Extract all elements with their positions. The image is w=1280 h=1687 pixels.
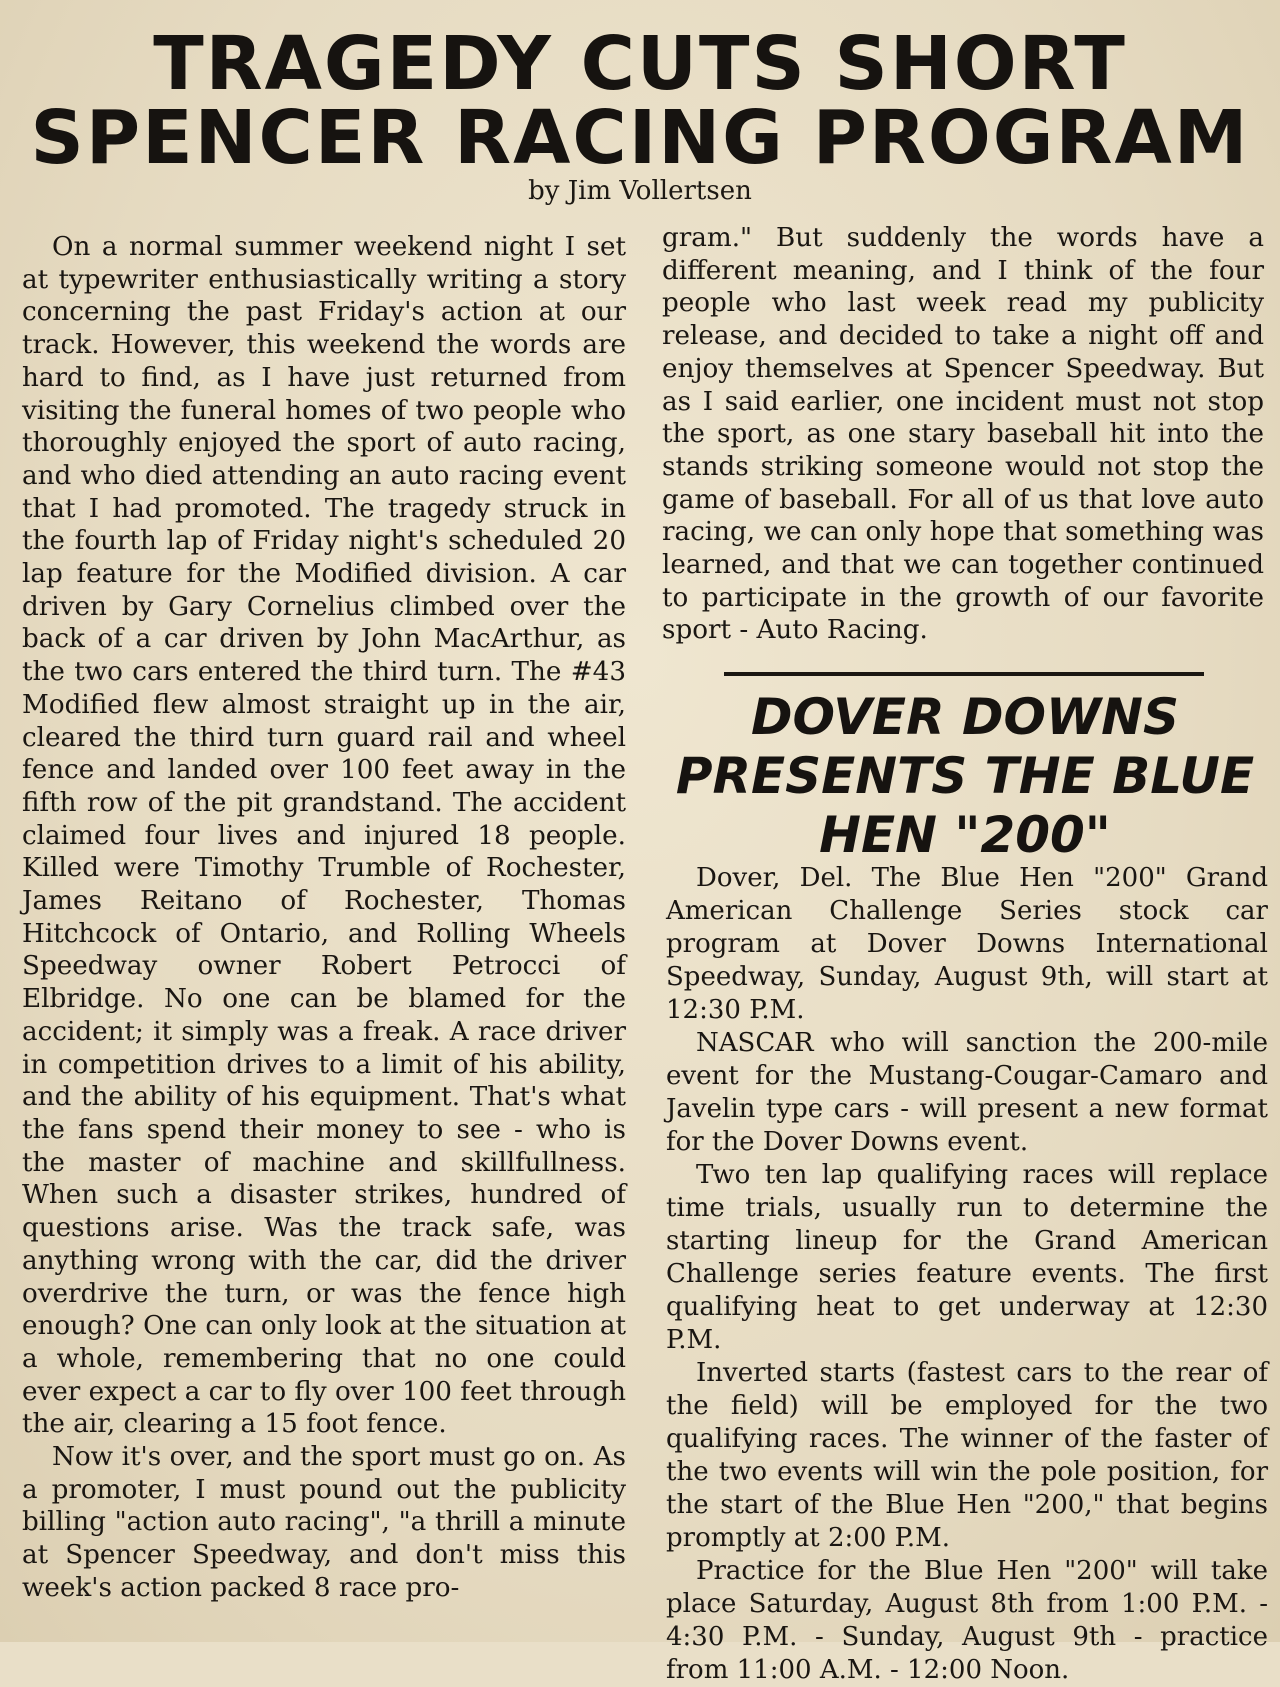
second-article-headline-line-1: DOVER DOWNS	[750, 688, 1179, 746]
article-headline-line-1: TRAGEDY CUTS SHORT	[153, 21, 1127, 107]
article-paragraph: On a normal summer weekend night I set at typewriter enthusiastically writing a story concerning the past Friday's action at our track. However, this weekend the words are hard to find, as I have just returned from visiting the funeral homes of two people who thoroughly enjoyed the sport of auto racing, and who died attending an auto racing event that I had promoted. The tragedy struck in the fourth lap of Friday night's scheduled 20 lap feature for the Modified division. A car driven by Gary Cornelius climbed over the back of a car driven by John MacArthur, as the two cars entered the third turn. The #43 Modified flew almost straight up in the air, cleared the third turn guard rail and wheel fence and landed over 100 feet away in the fifth row of the pit grandstand. The accident claimed four lives and injured 18 people. Killed were Timothy Trumble of Rochester, James Reitano of Rochester, Thomas Hitchcock of Ontario, and Rolling Wheels Speedway owner Robert Petrocci of Elbridge. No one can be blamed for the accident; it simply was a freak. A race driver in competition drives to a limit of his ability, and the ability of his equipment. That's what the fans spend their money to see - who is the master of machine and skillfullness. When such a disaster strikes, hundred of questions arise. Was the track safe, was anything wrong with the car, did the driver overdrive the turn, or was the fence high enough? One can only look at the situation at a whole, remembering that no one could ever expect a car to fly over 100 feet through the air, clearing a 15 foot fence.	[22, 232, 626, 1440]
second-article-paragraph: Two ten lap qualifying races will replace time trials, usually run to determine the starting lineup for the Grand American Challenge series feature events. The first qualifying heat to get underway at 12:30 P.M.	[666, 1160, 1268, 1355]
article-body-right-column	[662, 222, 1264, 647]
article-body-left-column	[22, 231, 626, 1605]
article-byline: by Jim Vollertsen	[528, 176, 752, 206]
section-divider	[724, 672, 1204, 676]
second-article-body	[666, 862, 1268, 1687]
second-article-paragraph: NASCAR who will sanction the 200-mile event for the Mustang-Cougar-Camaro and Javelin type cars - will present a new format for the Dover Downs event.	[666, 1028, 1268, 1157]
second-article-headline-line-2: PRESENTS THE BLUE	[675, 747, 1255, 805]
article-headline-line-2: SPENCER RACING PROGRAM	[30, 95, 1250, 181]
second-article-paragraph: Dover, Del. The Blue Hen "200" Grand American Challenge Series stock car program at Dover Downs International Speedway, Sunday, August 9th, will start at 12:30 P.M.	[666, 863, 1268, 1025]
article-paragraph: Now it's over, and the sport must go on. As a promoter, I must pound out the publicity billing "action auto racing", "a thrill a minute at Spencer Speedway, and don't miss this week's action packed 8 race pro-	[22, 1442, 626, 1603]
second-article-paragraph: Practice for the Blue Hen "200" will take place Saturday, August 8th from 1:00 P.M. - 4:30 P.M. - Sunday, August 9th - practice from 11:00 A.M. - 12:00 Noon.	[666, 1556, 1268, 1685]
second-article-headline-line-3: HEN "200"	[819, 806, 1111, 864]
article-paragraph-continuation: gram." But suddenly the words have a different meaning, and I think of the four people who last week read my publicity release, and decided to take a night off and enjoy themselves at Spencer Speedway. But as I said earlier, one incident must not stop the sport, as one stary baseball hit into the stands striking someone would not stop the game of baseball. For all of us that love auto racing, we can only hope that something was learned, and that we can together continued to participate in the growth of our favorite sport - Auto Racing.	[662, 223, 1264, 646]
second-article-paragraph: Inverted starts (fastest cars to the rear of the field) will be employed for the two qualifying races. The winner of the faster of the two events will win the pole position, for the start of the Blue Hen "200," that begins promptly at 2:00 P.M.	[666, 1358, 1268, 1553]
